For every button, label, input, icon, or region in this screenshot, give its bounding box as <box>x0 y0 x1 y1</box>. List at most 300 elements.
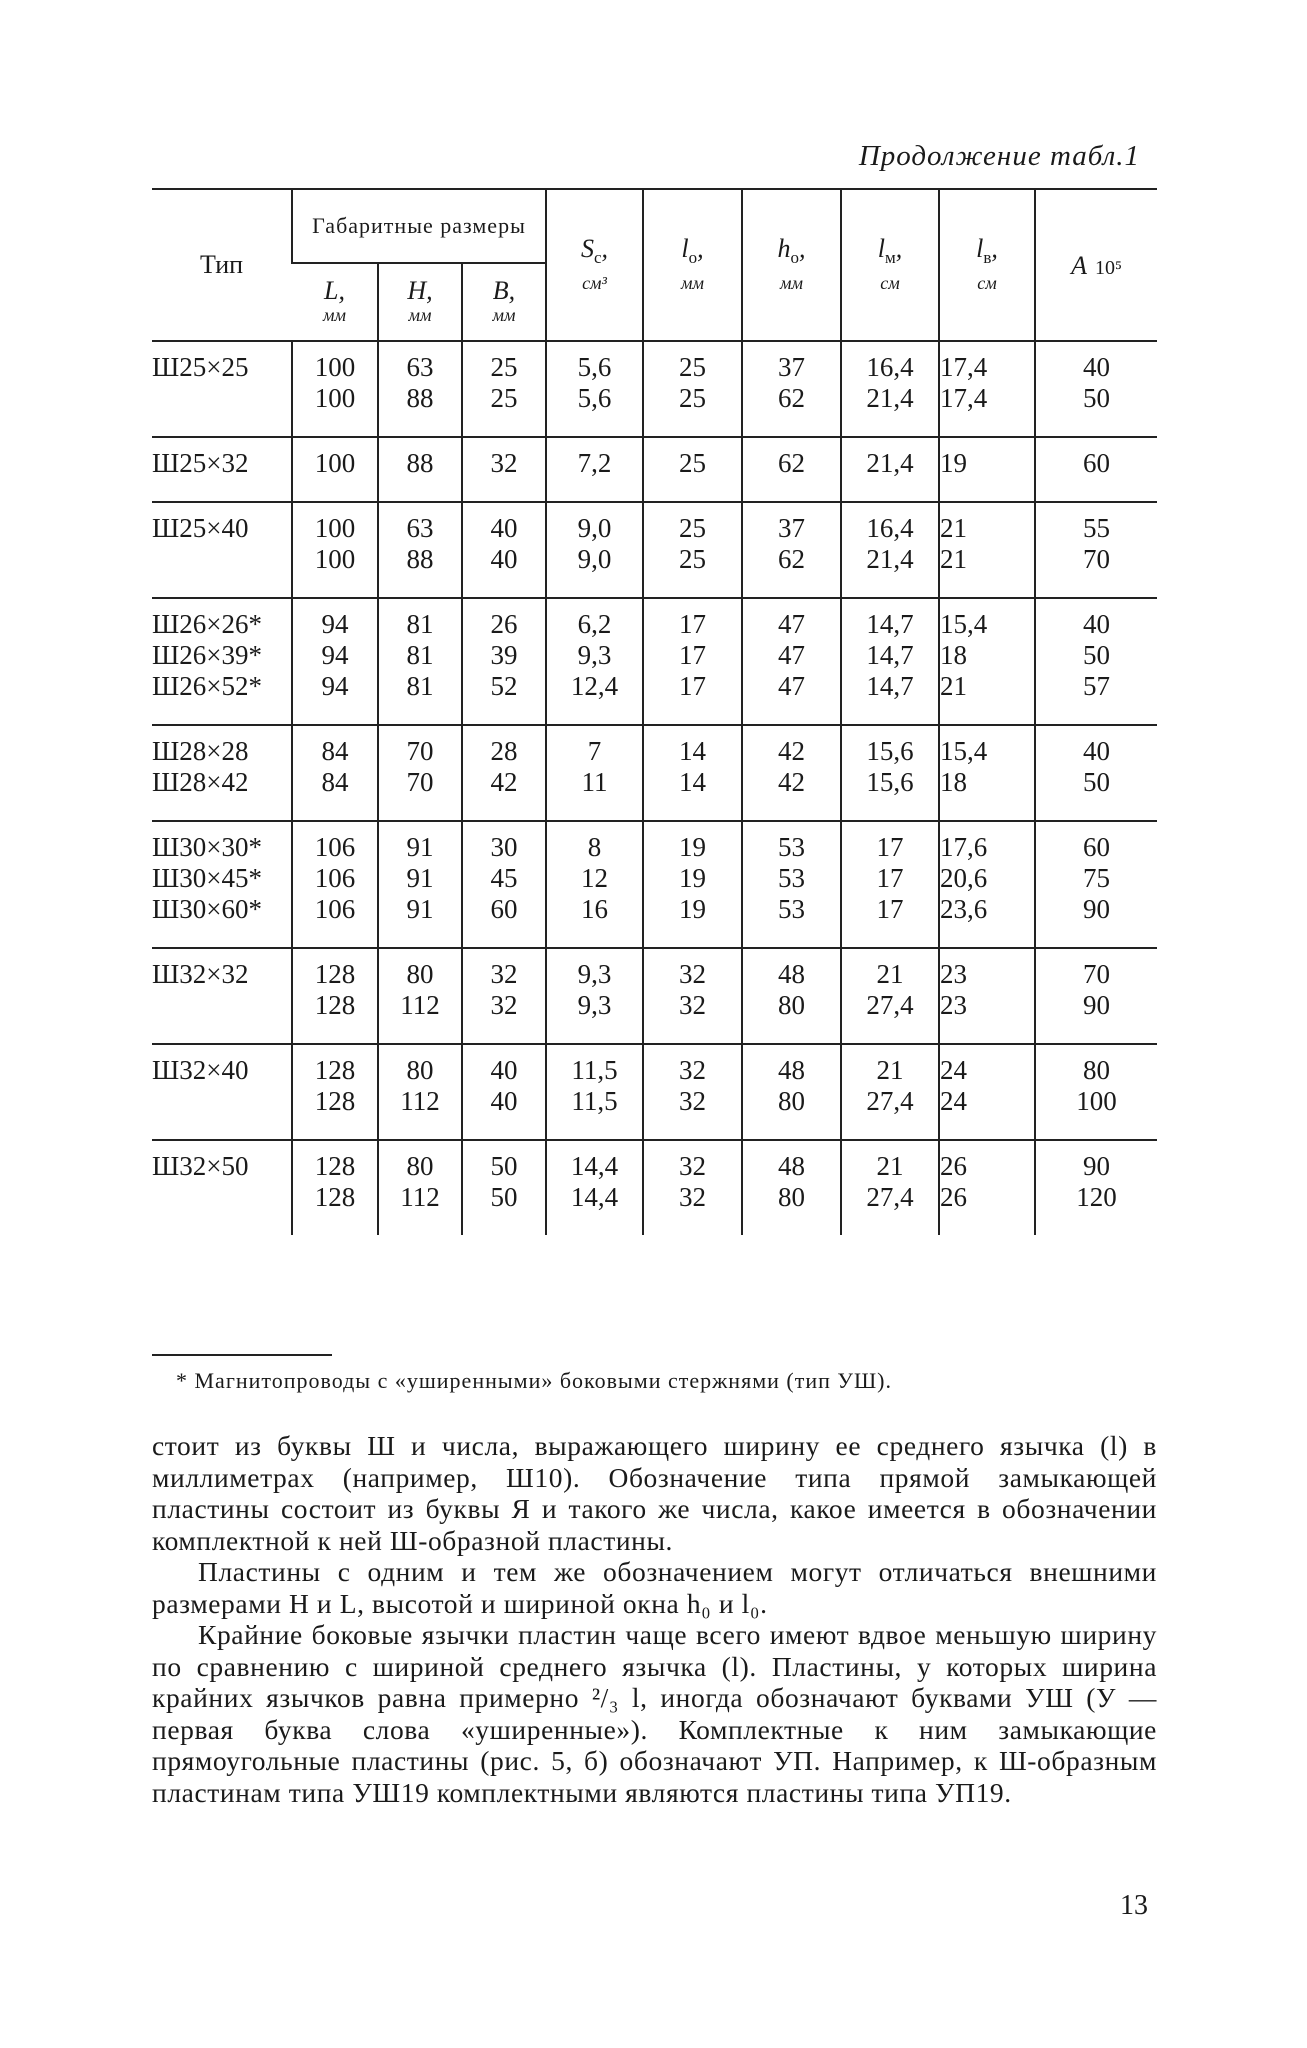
body-paragraph: Крайние боковые язычки пластин чаще всего имеют вдвое меньшую ширину по сравнению с шириной среднего язычка (l). Пластины, у которых ширина крайних язычков равна примерно ²/₃ l, иногда обозначают буквами УШ (У — первая буква слова «уширенные»). Комплектные к ним замыкающие прямоугольные пластины (рис. 5, б) обозначают УП. Например, к Ш-образным пластинам типа УШ19 комплектными являются пластины типа УП19. <box>152 1619 1157 1808</box>
cell-value: 14,7 <box>866 640 914 670</box>
cell-value: Ш28×42 <box>152 767 249 797</box>
header-group-label: Габаритные размеры <box>312 213 526 238</box>
cell-type <box>152 598 292 725</box>
cell-lv <box>939 502 1035 598</box>
cell-value: 27,4 <box>866 1182 914 1212</box>
cell-A <box>1035 437 1157 502</box>
cell-lv <box>939 598 1035 725</box>
cell-ho <box>742 1140 841 1235</box>
cell-value: 17 <box>679 609 706 639</box>
header-B-symbol: B, <box>492 276 516 305</box>
cell-value: 14 <box>679 736 706 766</box>
cell-value: 48 <box>778 1151 805 1181</box>
cell-value: 50 <box>490 1151 518 1181</box>
cell-lm <box>841 1044 939 1140</box>
header-L-unit: мм <box>323 305 346 325</box>
symbol: S <box>580 234 594 264</box>
cell-value: 40 <box>1083 352 1110 382</box>
cell-value: 42 <box>778 767 805 797</box>
cell-value: 27,4 <box>866 990 914 1020</box>
header-H-unit: мм <box>408 305 432 325</box>
cell-value: 90 <box>1083 894 1110 924</box>
cell-value: 94 <box>321 609 349 639</box>
cell-value: 19 <box>679 863 706 893</box>
cell-value: 42 <box>490 767 518 797</box>
comma: , <box>991 234 998 264</box>
cell-value: 30 <box>490 832 518 862</box>
cell-A <box>1035 1044 1157 1140</box>
cell-value: 5,6 <box>577 383 612 413</box>
cell-type <box>152 821 292 948</box>
cell-value: 9,3 <box>577 990 612 1020</box>
table-row-group <box>152 821 1157 948</box>
symbol: l <box>681 234 689 264</box>
cell-value: 21 <box>940 671 967 701</box>
table-row <box>152 1044 1157 1140</box>
cell-type <box>152 502 292 598</box>
cell-value: 100 <box>314 352 356 382</box>
subscript: о <box>688 248 698 268</box>
cell-value: Ш32×40 <box>152 1055 249 1085</box>
header-Sc-unit: см³ <box>582 272 607 293</box>
cell-ho <box>742 1044 841 1140</box>
cell-value: 100 <box>314 448 356 478</box>
cell-A <box>1035 341 1157 437</box>
cell-value: 50 <box>1083 767 1110 797</box>
header-L <box>292 263 378 341</box>
cell-value: 25 <box>679 448 706 478</box>
cell-value: 17 <box>876 894 904 924</box>
header-A-symbol: A <box>1071 250 1087 280</box>
cell-value: 100 <box>314 383 356 413</box>
cell-value: 90 <box>1083 990 1110 1020</box>
cell-value: 60 <box>1083 832 1110 862</box>
header-Sc <box>546 189 643 341</box>
cell-value: 62 <box>778 448 805 478</box>
cell-lo <box>643 821 742 948</box>
body-paragraph: Пластины с одним и тем же обозначением могут отличаться внешними размерами H и L, высотой и шириной окна h₀ и l₀. <box>152 1556 1157 1619</box>
cell-value: 37 <box>778 513 805 543</box>
cell-lm <box>841 948 939 1044</box>
cell-value: 48 <box>778 959 805 989</box>
header-lo-symbol <box>644 236 741 271</box>
cell-value: 128 <box>314 1151 356 1181</box>
cell-Sc <box>546 1044 643 1140</box>
cell-value: 100 <box>314 513 356 543</box>
cell-type <box>152 725 292 821</box>
cell-lm <box>841 725 939 821</box>
header-A <box>1035 189 1157 341</box>
cell-value: Ш32×50 <box>152 1151 249 1181</box>
cell-ho <box>742 437 841 502</box>
cell-value: 12,4 <box>570 671 619 701</box>
header-ho-unit: мм <box>780 272 803 293</box>
cell-L <box>292 341 378 437</box>
cell-value: 25 <box>679 352 706 382</box>
subscript: в <box>983 248 992 268</box>
cell-value: 14,7 <box>866 671 914 701</box>
header-H <box>378 263 462 341</box>
cell-value: 21,4 <box>866 448 914 478</box>
cell-A <box>1035 502 1157 598</box>
cell-value: 40 <box>490 1055 518 1085</box>
subscript: м <box>884 248 896 268</box>
cell-value: 19 <box>940 448 967 478</box>
cell-value: 9,3 <box>577 640 612 670</box>
table-row-group <box>152 1044 1157 1140</box>
cell-value: 112 <box>400 990 440 1020</box>
cell-value: 106 <box>314 863 356 893</box>
cell-value: 55 <box>1083 513 1110 543</box>
cell-lo <box>643 948 742 1044</box>
cell-value: 25 <box>490 352 518 382</box>
cell-ho <box>742 598 841 725</box>
cell-value: 60 <box>1083 448 1110 478</box>
cell-value: 17,4 <box>940 383 988 413</box>
cell-A <box>1035 821 1157 948</box>
cell-value: 53 <box>778 863 805 893</box>
cell-L <box>292 502 378 598</box>
cell-value: Ш25×40 <box>152 513 249 543</box>
cell-value: 94 <box>321 640 349 670</box>
cell-value: 24 <box>940 1055 967 1085</box>
header-ho-symbol <box>743 236 840 271</box>
cell-Sc <box>546 1140 643 1235</box>
cell-value: 32 <box>679 1086 706 1116</box>
cell-A <box>1035 725 1157 821</box>
header-lm-unit: см <box>880 272 900 293</box>
cell-value: 91 <box>406 863 434 893</box>
cell-ho <box>742 725 841 821</box>
cell-B <box>462 502 546 598</box>
cell-value: 17,4 <box>940 352 988 382</box>
symbol: h <box>777 234 791 264</box>
header-Sc-symbol <box>547 236 642 271</box>
cell-value: Ш25×25 <box>152 352 249 382</box>
comma: , <box>601 234 609 264</box>
header-B-unit: мм <box>492 305 516 325</box>
cell-value: 40 <box>1083 609 1110 639</box>
cell-H <box>378 1140 462 1235</box>
cell-value: 128 <box>314 1055 356 1085</box>
cell-value: 91 <box>406 832 434 862</box>
cell-lv <box>939 948 1035 1044</box>
cell-value: 32 <box>679 990 706 1020</box>
cell-A <box>1035 598 1157 725</box>
cell-value: 60 <box>490 894 518 924</box>
cell-value: 32 <box>490 990 518 1020</box>
subscript: с <box>593 248 602 268</box>
cell-ho <box>742 821 841 948</box>
cell-value: 9,0 <box>577 544 612 574</box>
cell-value: 9,3 <box>577 959 612 989</box>
cell-value: Ш32×32 <box>152 959 249 989</box>
cell-value: 52 <box>490 671 518 701</box>
header-type-label: Тип <box>199 250 244 279</box>
cell-value: 112 <box>400 1086 440 1116</box>
cell-type <box>152 948 292 1044</box>
table-row <box>152 437 1157 502</box>
cell-Sc <box>546 502 643 598</box>
header-lm <box>841 189 939 341</box>
cell-lo <box>643 598 742 725</box>
cell-value: 26 <box>940 1151 967 1181</box>
header-lv <box>939 189 1035 341</box>
cell-value: 128 <box>314 1182 356 1212</box>
cell-value: 15,4 <box>940 736 988 766</box>
cell-value: 17 <box>679 640 706 670</box>
cell-value: Ш30×45* <box>152 863 262 893</box>
cell-value: 21 <box>940 544 967 574</box>
body-text <box>152 1430 1157 1808</box>
cell-value: 14,7 <box>866 609 914 639</box>
cell-value: Ш30×30* <box>152 832 262 862</box>
header-lo <box>643 189 742 341</box>
cell-value: 81 <box>406 640 434 670</box>
table-row-group <box>152 502 1157 598</box>
cell-L <box>292 1140 378 1235</box>
cell-value: 32 <box>679 1151 706 1181</box>
cell-value: 21 <box>876 959 904 989</box>
cell-ho <box>742 502 841 598</box>
cell-value: 21,4 <box>866 383 914 413</box>
cell-value: 40 <box>490 513 518 543</box>
cell-value: 80 <box>406 1055 434 1085</box>
header-H-symbol: H, <box>407 276 433 305</box>
cell-value: 24 <box>940 1086 967 1116</box>
cell-value: 17 <box>876 832 904 862</box>
cell-value: 25 <box>679 513 706 543</box>
cell-Sc <box>546 821 643 948</box>
cell-value: 84 <box>321 736 349 766</box>
header-ho <box>742 189 841 341</box>
cell-value: 28 <box>490 736 518 766</box>
cell-lv <box>939 821 1035 948</box>
table-row-group <box>152 948 1157 1044</box>
cell-lo <box>643 1140 742 1235</box>
cell-value: 50 <box>1083 383 1110 413</box>
cell-value: 62 <box>778 544 805 574</box>
cell-value: 80 <box>406 959 434 989</box>
cell-lo <box>643 437 742 502</box>
data-table <box>152 188 1157 1235</box>
cell-value: 19 <box>679 832 706 862</box>
cell-value: 25 <box>679 544 706 574</box>
table-row <box>152 598 1157 725</box>
table-row <box>152 341 1157 437</box>
cell-value: 81 <box>406 671 434 701</box>
cell-value: 47 <box>778 671 805 701</box>
cell-value: 47 <box>778 640 805 670</box>
cell-B <box>462 948 546 1044</box>
cell-Sc <box>546 598 643 725</box>
cell-value: 26 <box>940 1182 967 1212</box>
cell-lv <box>939 341 1035 437</box>
cell-value: 80 <box>778 1086 805 1116</box>
cell-value: 57 <box>1083 671 1110 701</box>
cell-value: 80 <box>1083 1055 1110 1085</box>
cell-lv <box>939 1140 1035 1235</box>
cell-L <box>292 821 378 948</box>
cell-value: 75 <box>1083 863 1110 893</box>
cell-Sc <box>546 725 643 821</box>
cell-value: 70 <box>1083 544 1110 574</box>
cell-Sc <box>546 437 643 502</box>
cell-A <box>1035 1140 1157 1235</box>
cell-value: 40 <box>490 544 518 574</box>
cell-lo <box>643 341 742 437</box>
data-table-container <box>152 188 1157 1235</box>
cell-value: 18 <box>940 640 967 670</box>
cell-value: 94 <box>321 671 349 701</box>
cell-value: Ш26×39* <box>152 640 262 670</box>
cell-value: 11 <box>581 767 608 797</box>
cell-type <box>152 1044 292 1140</box>
cell-value: 40 <box>1083 736 1110 766</box>
cell-value: 91 <box>406 894 434 924</box>
cell-value: 23 <box>940 990 967 1020</box>
cell-value: 17 <box>679 671 706 701</box>
cell-value: 63 <box>406 513 434 543</box>
header-lv-unit: см <box>977 272 997 293</box>
cell-A <box>1035 948 1157 1044</box>
cell-ho <box>742 341 841 437</box>
cell-type <box>152 437 292 502</box>
cell-value: 128 <box>314 990 356 1020</box>
cell-lm <box>841 502 939 598</box>
cell-value: Ш25×32 <box>152 448 249 478</box>
table-row-group <box>152 341 1157 437</box>
cell-Sc <box>546 948 643 1044</box>
header-lo-unit: мм <box>681 272 704 293</box>
cell-value: 70 <box>406 736 434 766</box>
cell-lv <box>939 437 1035 502</box>
cell-B <box>462 437 546 502</box>
cell-value: 23 <box>940 959 967 989</box>
cell-H <box>378 1044 462 1140</box>
cell-lm <box>841 437 939 502</box>
cell-value: 48 <box>778 1055 805 1085</box>
cell-value: 12 <box>581 863 608 893</box>
cell-H <box>378 821 462 948</box>
cell-value: 21 <box>876 1055 904 1085</box>
cell-value: 88 <box>406 544 434 574</box>
cell-value: Ш28×28 <box>152 736 249 766</box>
cell-H <box>378 502 462 598</box>
table-row <box>152 502 1157 598</box>
cell-value: 14,4 <box>570 1151 619 1181</box>
cell-value: 7 <box>587 736 602 766</box>
cell-B <box>462 1140 546 1235</box>
cell-value: 26 <box>490 609 518 639</box>
cell-value: 17 <box>876 863 904 893</box>
table-continuation-caption: Продолжение табл.1 <box>858 140 1140 172</box>
cell-lv <box>939 1044 1035 1140</box>
cell-value: 21 <box>940 513 967 543</box>
page-number: 13 <box>1120 1890 1148 1921</box>
cell-lm <box>841 821 939 948</box>
cell-H <box>378 437 462 502</box>
footnote-rule <box>152 1354 332 1356</box>
cell-value: 53 <box>778 894 805 924</box>
cell-value: 14,4 <box>570 1182 619 1212</box>
cell-H <box>378 341 462 437</box>
cell-value: 15,4 <box>940 609 988 639</box>
cell-value: 17,6 <box>940 832 988 862</box>
table-row-group <box>152 437 1157 502</box>
cell-value: 18 <box>940 767 967 797</box>
subscript: о <box>790 248 799 268</box>
table-row <box>152 821 1157 948</box>
header-lv-symbol <box>940 236 1034 271</box>
cell-B <box>462 341 546 437</box>
cell-value: 50 <box>1083 640 1110 670</box>
cell-value: 70 <box>406 767 434 797</box>
cell-B <box>462 1044 546 1140</box>
header-lm-symbol <box>842 236 938 271</box>
cell-value: 81 <box>406 609 434 639</box>
cell-value: 42 <box>778 736 805 766</box>
cell-lm <box>841 341 939 437</box>
table-row <box>152 1140 1157 1235</box>
cell-B <box>462 821 546 948</box>
cell-lv <box>939 725 1035 821</box>
cell-value: 21,4 <box>866 544 914 574</box>
cell-value: Ш30×60* <box>152 894 262 924</box>
cell-H <box>378 948 462 1044</box>
cell-type <box>152 341 292 437</box>
cell-value: 16 <box>581 894 608 924</box>
header-type <box>152 189 292 341</box>
cell-value: 11,5 <box>571 1086 618 1116</box>
cell-value: 6,2 <box>577 609 612 639</box>
cell-value: 106 <box>314 832 356 862</box>
cell-value: 7,2 <box>577 448 612 478</box>
header-overall-dimensions <box>292 189 546 263</box>
cell-value: 8 <box>587 832 602 862</box>
comma: , <box>697 234 704 264</box>
cell-value: 21 <box>876 1151 904 1181</box>
body-paragraph: стоит из буквы Ш и числа, выражающего ширину ее среднего язычка (l) в миллиметрах (например, Ш10). Обозначение типа прямой замыкающей пластины состоит из буквы Я и такого же числа, какое имеется в обозначении комплектной к ней Ш-образной пластины. <box>152 1430 1157 1556</box>
cell-B <box>462 725 546 821</box>
cell-H <box>378 725 462 821</box>
cell-L <box>292 948 378 1044</box>
cell-value: 88 <box>406 448 434 478</box>
cell-value: 9,0 <box>577 513 612 543</box>
cell-lm <box>841 1140 939 1235</box>
cell-L <box>292 598 378 725</box>
cell-lo <box>643 502 742 598</box>
cell-value: 80 <box>406 1151 434 1181</box>
cell-value: 63 <box>406 352 434 382</box>
cell-value: 20,6 <box>940 863 988 893</box>
footnote: * Магнитопроводы с «уширенными» боковыми стержнями (тип УШ). <box>176 1368 892 1393</box>
cell-value: Ш26×26* <box>152 609 262 639</box>
cell-value: 32 <box>490 959 518 989</box>
cell-value: 5,6 <box>577 352 612 382</box>
cell-value: 27,4 <box>866 1086 914 1116</box>
table-row <box>152 948 1157 1044</box>
cell-value: 88 <box>406 383 434 413</box>
cell-L <box>292 725 378 821</box>
cell-value: 70 <box>1083 959 1110 989</box>
cell-value: 16,4 <box>866 513 914 543</box>
cell-L <box>292 437 378 502</box>
cell-value: 11,5 <box>571 1055 618 1085</box>
header-A-multiplier: 10⁵ <box>1094 256 1122 279</box>
cell-ho <box>742 948 841 1044</box>
cell-lo <box>643 725 742 821</box>
